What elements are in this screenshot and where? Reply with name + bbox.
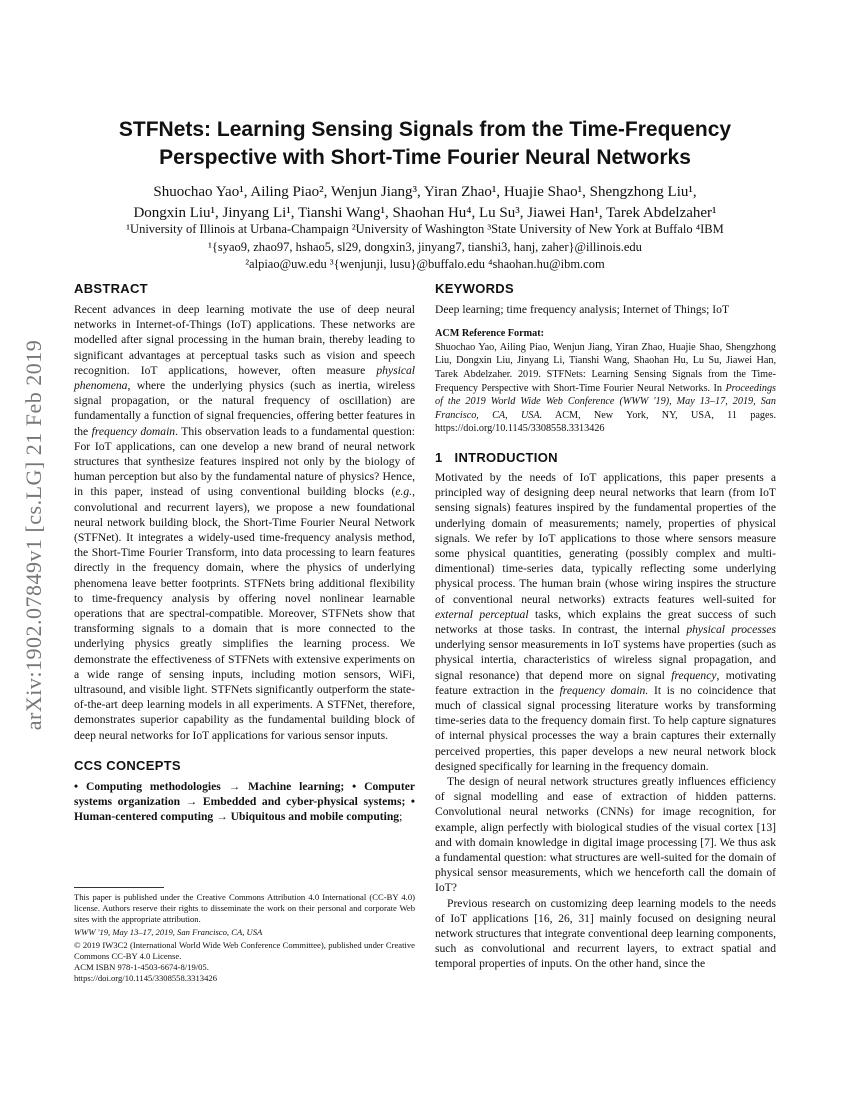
left-column (74, 281, 415, 825)
acm-reference-text: Shuochao Yao, Ailing Piao, Wenjun Jiang, Yiran Zhao, Huajie Shao, Shengzhong Liu, Dongxin Liu, Jinyang Li, Tianshi Wang, Shaohan Hu, Lu Su, Jiawei Han, Tarek Abdelzaher. 2019. STFNets: Learning Sensing Signals from the Time-Frequency Perspective with Short-Time Fourier Neural Networks. In Proceedings of the 2019 World Wide Web Conference (WWW '19), May 13–17, 2019, San Francisco, CA, USA. ACM, New York, NY, USA, 11 pages. https://doi.org/10.1145/3308558.3313426 (435, 341, 776, 435)
affiliation-line-3: ²alpiao@uw.edu ³{wenjunji, lusu}@buffalo.edu ⁴shaohan.hu@ibm.com (245, 257, 605, 271)
keywords-heading: KEYWORDS (435, 281, 514, 296)
intro-paragraph-1: Motivated by the needs of IoT applications, this paper presents a principled way of designing deep neural networks that learn (from IoT sensing signals) features inspired by the fundamental properties of the underlying domain of measurements; namely, properties of physical signals. We refer by IoT applications to those where sensors measure some physical quantities, generating (possibly complex and multi-dimentional) time-series data, typically reflecting some underlying physical process. The human brain (whose wiring inspires the structure of conventional neural networks) extracts features well-suited for external perceptual tasks, which explains the great success of such networks at those tasks. In contrast, the internal physical processes underlying sensor measurements in IoT systems have properties (such as physical intertia, characteristics of wireless signal propagation, and signal resonance) that depend more on signal frequency, motivating feature extraction in the frequency domain. It is no coincidence that much of classical signal processing literature works by transforming time-series data to the frequency domain first. To help capture signatures of internal physical processes the way a brain captures their externally perceived properties, this paper develops a new neural network block designed specifically for learning in the frequency domain. (435, 470, 776, 773)
footnote-isbn: ACM ISBN 978-1-4503-6674-8/19/05. (74, 962, 209, 972)
arxiv-sidebar (10, 295, 58, 775)
intro-heading: 1 INTRODUCTION (435, 449, 558, 465)
affiliation-line-1: ¹University of Illinois at Urbana-Champaign ²University of Washington ³State University of New York at Buffalo ⁴IBM (126, 222, 724, 236)
arxiv-identifier: arXiv:1902.07849v1 [cs.LG] 21 Feb 2019 (21, 339, 46, 731)
author-list (75, 182, 775, 224)
title-line-2: Perspective with Short-Time Fourier Neural Networks (159, 146, 691, 169)
footnote-conference: WWW '19, May 13–17, 2019, San Francisco, CA, USA (74, 927, 263, 937)
right-column (435, 281, 776, 972)
acm-reference (435, 327, 776, 436)
ccs-concepts-text: • Computing methodologies → Machine learning; • Computer systems organization → Embedded and cyber-physical systems; • Human-centered computing → Ubiquitous and mobile computing; (74, 779, 415, 824)
keywords-text: Deep learning; time frequency analysis; Internet of Things; IoT (435, 303, 730, 316)
footnote-copyright: © 2019 IW3C2 (International World Wide Web Conference Committee), published under Creative Commons CC-BY 4.0 License. (74, 940, 415, 961)
affiliation-line-2: ¹{syao9, zhao97, hshao5, sl29, dongxin3, jinyang7, tianshi3, hanj, zaher}@illinois.edu (208, 239, 642, 254)
ccs-heading: CCS CONCEPTS (74, 757, 181, 773)
footnote-doi: https://doi.org/10.1145/3308558.3313426 (74, 973, 217, 983)
authors-line-2: Dongxin Liu¹, Jinyang Li¹, Tianshi Wang¹, Shaohan Hu⁴, Lu Su³, Jiawei Han¹, Tarek Abdelzaher¹ (133, 205, 717, 221)
authors-line-1: Shuochao Yao¹, Ailing Piao², Wenjun Jiang³, Yiran Zhao¹, Huajie Shao¹, Shengzhong Liu¹, (153, 184, 697, 200)
footnote (74, 892, 415, 984)
footnote-rule (74, 887, 164, 888)
affiliations (75, 221, 775, 274)
paper-title (75, 116, 775, 172)
intro-paragraph-2: The design of neural network structures greatly influences efficiency of signal modelling and ease of extraction of hidden patterns. Convolutional neural networks (CNNs) for image recognition, for example, align perfectly with biological studies of the visual cortex [13] and with domain knowledge in digital image processing [7]. We thus ask a fundamental question: what structures are well-suited for the domain of physical sensor measurements, which we henceforth call the domain of IoT? (435, 775, 776, 895)
title-line-1: STFNets: Learning Sensing Signals from the Time-Frequency (118, 118, 732, 141)
footnote-license: This paper is published under the Creative Commons Attribution 4.0 International (CC-BY 4.0) license. Authors reserve their rights to disseminate the work on their personal and corporate Web sites with the appropriate attribution. (74, 892, 415, 924)
abstract-heading: ABSTRACT (74, 281, 148, 296)
acm-reference-label: ACM Reference Format: (435, 328, 544, 340)
intro-paragraph-3: Previous research on customizing deep learning models to the needs of IoT applications [16, 26, 31] mainly focused on designing neural network structures that integrate conventional deep learning components, such as convolutional and recurrent layers, to extract spatial and temporal properties of inputs. On the other hand, since the (435, 896, 776, 971)
abstract-text: Recent advances in deep learning motivate the use of deep neural networks in Internet-of-Things (IoT) applications. These networks are modelled after signal processing in the human brain, thereby leading to significant advantages at perceptual tasks such as vision and speech recognition. IoT applications, however, often measure physical phenomena, where the underlying physics (such as inertia, wireless signal propagation, or the natural frequency of oscillation) are fundamentally a function of signal frequencies, offering better features in the frequency domain. This observation leads to a fundamental question: For IoT applications, can one develop a new brand of neural network structures that synthesize features inspired not only by the biology of human perception but also by the fundamental nature of physics? Hence, in this paper, instead of using conventional building blocks (e.g., convolutional and recurrent layers), we propose a new foundational neural network building block, the Short-Time Fourier Neural Network (STFNet). It integrates a widely-used time-frequency analysis method, the Short-Time Fourier Transform, into data processing to learn features directly in the frequency domain, where the physics of underlying phenomena leave better footprints. STFNets bring additional flexibility to time-frequency analysis by offering novel nonlinear learnable operations that are spectral-compatible. Moreover, STFNets show that transforming signals to a domain that is more connected to the underlying physics greatly simplifies the learning process. We demonstrate the effectiveness of STFNets with extensive experiments on a wide range of sensing inputs, including motion sensors, WiFi, ultrasound, and visible light. STFNets significantly outperform the state-of-the-art deep learning models in all experiments. A STFNet, therefore, demonstrates superior capability as the fundamental building block of deep neural networks for IoT applications for various sensor inputs. (74, 303, 415, 742)
